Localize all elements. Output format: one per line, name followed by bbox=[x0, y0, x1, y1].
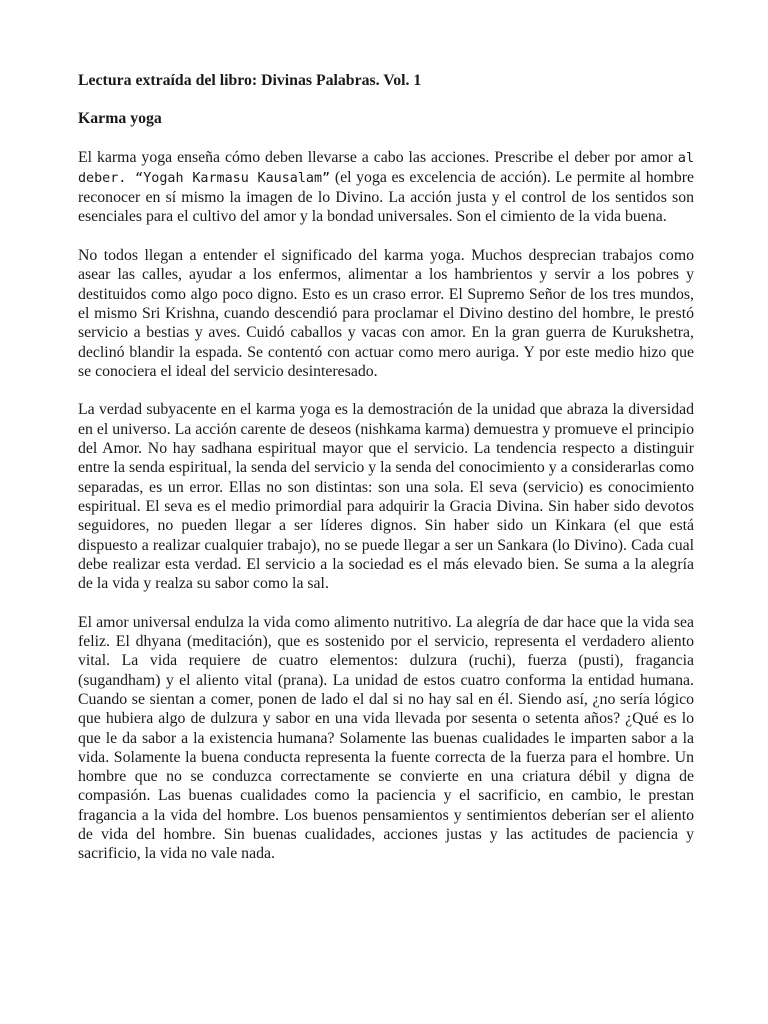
paragraph-1-part-1: El karma yoga enseña cómo deben llevarse a cabo las acciones. Prescribe el deber por amor bbox=[78, 148, 673, 166]
paragraph-2: No todos llegan a entender el significado del karma yoga. Muchos desprecian trabajos como asear las calles, ayudar a los enfermos, alimentar a los hambrientos y servir a los pobres y destituidos como algo poco digno. Esto es un craso error. El Supremo Señor de los tres mundos, el mismo Sri Krishna, cuando descendió para proclamar el Divino destino del hombre, le prestó servicio a bestias y aves. Cuidó caballos y vacas con amor. En la gran guerra de Kurukshetra, declinó blandir la espada. Se contentó con actuar como mero auriga. Y por este medio hizo que se conociera el ideal del servicio desinteresado. bbox=[78, 247, 694, 380]
document-title: Lectura extraída del libro: Divinas Palabras. Vol. 1 bbox=[78, 72, 422, 89]
section-heading: Karma yoga bbox=[78, 110, 162, 128]
document-body bbox=[78, 71, 694, 883]
paragraph-1-part-2: (el yoga es excelencia de acción). Le permite al hombre reconocer en sí mismo la imagen de lo Divino. La acción justa y el control de los sentidos son esenciales para el cultivo del amor y la bondad universales. Son el cimiento de la vida buena. bbox=[78, 168, 695, 226]
paragraph-3: La verdad subyacente en el karma yoga es la demostración de la unidad que abraza la diversidad en el universo. La acción carente de deseos (nishkama karma) demuestra y promueve el principio del Amor. No hay sadhana espiritual mayor que el servicio. La tendencia respecto a distinguir entre la senda espiritual, la senda del servicio y la senda del conocimiento y a considerarlas como separadas, es un error. Ellas no son distintas: son una sola. El seva (servicio) es conocimiento espiritual. El seva es el medio primordial para adquirir la Gracia Divina. Sin haber sido devotos seguidores, no pueden llegar a ser líderes dignos. Sin haber sido un Kinkara (el que está dispuesto a realizar cualquier trabajo), no se puede llegar a ser un Sankara (lo Divino). Cada cual debe realizar esta verdad. El servicio a la sociedad es el más elevado bien. Se suma a la alegría de la vida y realza su sabor como la sal. bbox=[78, 401, 694, 593]
paragraph-1-mono-quote: al deber. “Yogah Karmasu Kausalam” bbox=[78, 150, 695, 186]
paragraph-4: El amor universal endulza la vida como alimento nutritivo. La alegría de dar hace que la vida sea feliz. El dhyana (meditación), que es sostenido por el servicio, representa el verdadero aliento vital. La vida requiere de cuatro elementos: dulzura (ruchi), fuerza (pusti), fragancia (sugandham) y el aliento vital (prana). La unidad de estos cuatro conforma la entidad humana. Cuando se sientan a comer, ponen de lado el dal si no hay sal en él. Siendo así, ¿no sería lógico que hubiera algo de dulzura y sabor en una vida llevada por sesenta o setenta años? ¿Qué es lo que le da sabor a la existencia humana? Solamente las buenas cualidades le imparten sabor a la vida. Solamente la buena conducta representa la fuente correcta de la fuerza para el hombre. Un hombre que no se conduzca correctamente se convierte en una criatura débil y digna de compasión. Las buenas cualidades como la paciencia y el sacrificio, en cambio, le prestan fragancia a la vida del hombre. Los buenos pensamientos y sentimientos deberían ser el aliento de vida del hombre. Sin buenas cualidades, acciones justas y las actitudes de paciencia y sacrificio, la vida no vale nada. bbox=[78, 613, 694, 863]
paragraph-1 bbox=[78, 148, 694, 227]
